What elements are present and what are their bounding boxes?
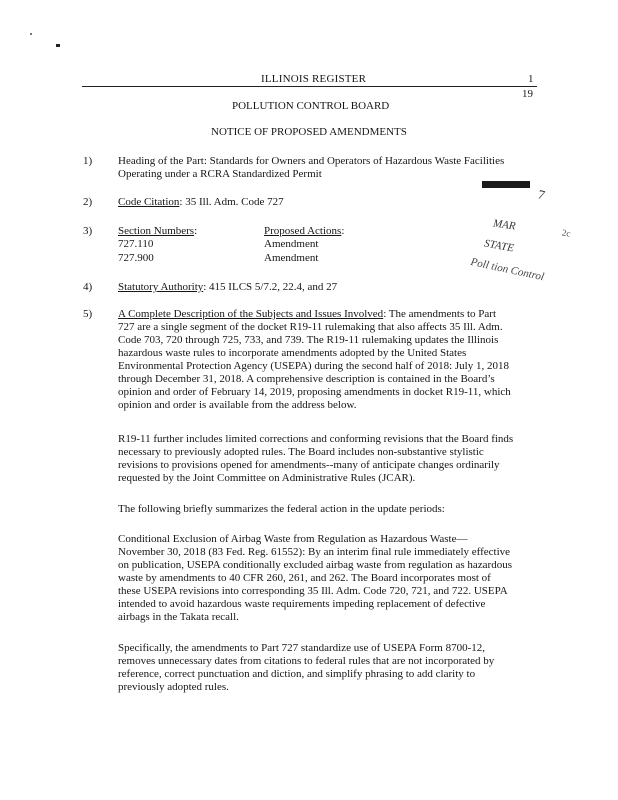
statutory-authority-value: : 415 ILCS 5/7.2, 22.4, and 27 — [203, 281, 338, 293]
section-numbers-heading — [118, 225, 197, 238]
airbag-line: on publication, USEPA conditionally excluded airbag waste from regulation as hazardous — [118, 559, 512, 571]
airbag-line: Conditional Exclusion of Airbag Waste from Regulation as Hazardous Waste— — [118, 533, 468, 545]
corrections-line: R19-11 further includes limited corrections and conforming revisions that the Board finds — [118, 433, 514, 445]
description-line: hazardous waste rules to incorporate amendments adopted by the United States — [118, 347, 467, 359]
code-citation-value: : 35 Ill. Adm. Code 727 — [179, 196, 284, 208]
description-line: Code 703, 720 through 725, 733, and 739. The R19-11 rulemaking updates the Illinois — [118, 334, 499, 346]
description-text: : The amendments to Part — [383, 308, 497, 320]
specifics-line: removes unnecessary dates from citations to federal rules that are not incorporated by — [118, 655, 495, 667]
description-line: 727 are a single segment of the docket R19-11 rulemaking that also affects 35 Ill. Adm. — [118, 321, 503, 333]
description-line: Environmental Protection Agency (USEPA) during the second half of 2018: July 1, 2018 — [118, 360, 509, 372]
section-numbers-label: Section Numbers — [118, 225, 195, 237]
airbag-line: airbags in the Takata recall. — [118, 611, 239, 623]
specifics-line: reference, correct punctuation and diction, and simplify phrasing to add clarity to — [118, 668, 476, 680]
stamp-blot — [482, 181, 530, 188]
proposed-action: Amendment — [264, 238, 319, 250]
corrections-line: requested by the Joint Committee on Administrative Rules (JCAR). — [118, 472, 416, 484]
description-heading: A Complete Description of the Subjects and Issues Involved — [118, 308, 384, 320]
airbag-line: waste by amendments to 40 CFR 260, 261, and 262. The Board incorporates most of — [118, 572, 491, 584]
section-numbers-colon: : — [194, 225, 198, 237]
description-line: through December 31, 2018. A comprehensive description is contained in the Board’s — [118, 373, 495, 385]
stamp-month: MAR — [492, 217, 517, 233]
code-citation-label: Code Citation — [118, 196, 180, 208]
scan-speck — [56, 44, 60, 47]
airbag-line: November 30, 2018 (83 Fed. Reg. 61552): By an interim final rule immediately effective — [118, 546, 511, 558]
page-number: 1 — [528, 73, 534, 85]
specifics-line: previously adopted rules. — [118, 681, 229, 693]
item-number: 3) — [83, 225, 93, 237]
header-rule — [82, 86, 537, 87]
description-line: opinion and order is available from the address below. — [118, 399, 357, 411]
statutory-authority-label: Statutory Authority — [118, 281, 204, 293]
proposed-actions-label: Proposed Actions — [264, 225, 342, 237]
corrections-line: necessary to previously adopted rules. The Board includes non-substantive stylistic — [118, 446, 484, 458]
stamp-state: STATE — [483, 237, 515, 255]
airbag-line: intended to avoid hazardous waste requirements impeding replacement of defective — [118, 598, 486, 610]
register-title: ILLINOIS REGISTER — [261, 73, 367, 85]
summary-intro: The following briefly summarizes the federal action in the update periods: — [118, 503, 445, 515]
statutory-authority — [118, 281, 337, 294]
stamp-side-mark: 2c — [561, 227, 572, 239]
issue-number: 19 — [522, 88, 533, 100]
description-first-line — [118, 308, 496, 321]
specifics-line: Specifically, the amendments to Part 727 standardize use of USEPA Form 8700-12, — [118, 642, 486, 654]
code-citation — [118, 196, 284, 209]
notice-title: NOTICE OF PROPOSED AMENDMENTS — [211, 126, 407, 138]
proposed-actions-colon: : — [341, 225, 345, 237]
stamp-mark: 7 — [536, 186, 547, 203]
item-number: 2) — [83, 196, 93, 208]
item-number: 4) — [83, 281, 93, 293]
section-number: 727.110 — [118, 238, 154, 250]
part-heading-line: Operating under a RCRA Standardized Permit — [118, 168, 322, 180]
proposed-action: Amendment — [264, 252, 319, 264]
item-number: 5) — [83, 308, 93, 320]
proposed-actions-heading — [264, 225, 344, 238]
item-number: 1) — [83, 155, 93, 167]
part-heading-line: Heading of the Part: Standards for Owners and Operators of Hazardous Waste Facilities — [118, 155, 505, 167]
airbag-line: these USEPA revisions into corresponding 35 Ill. Adm. Code 720, 721, and 722. USEPA — [118, 585, 508, 597]
corrections-line: revisions to provisions opened for amendments--many of anticipate changes ordinarily — [118, 459, 500, 471]
description-line: opinion and order of February 14, 2019, proposing amendments in docket R19-11, which — [118, 386, 511, 398]
stamp-agency: Poll tion Control — [469, 256, 546, 284]
scan-speck — [30, 33, 32, 35]
section-number: 727.900 — [118, 252, 154, 264]
board-name: POLLUTION CONTROL BOARD — [232, 100, 390, 112]
